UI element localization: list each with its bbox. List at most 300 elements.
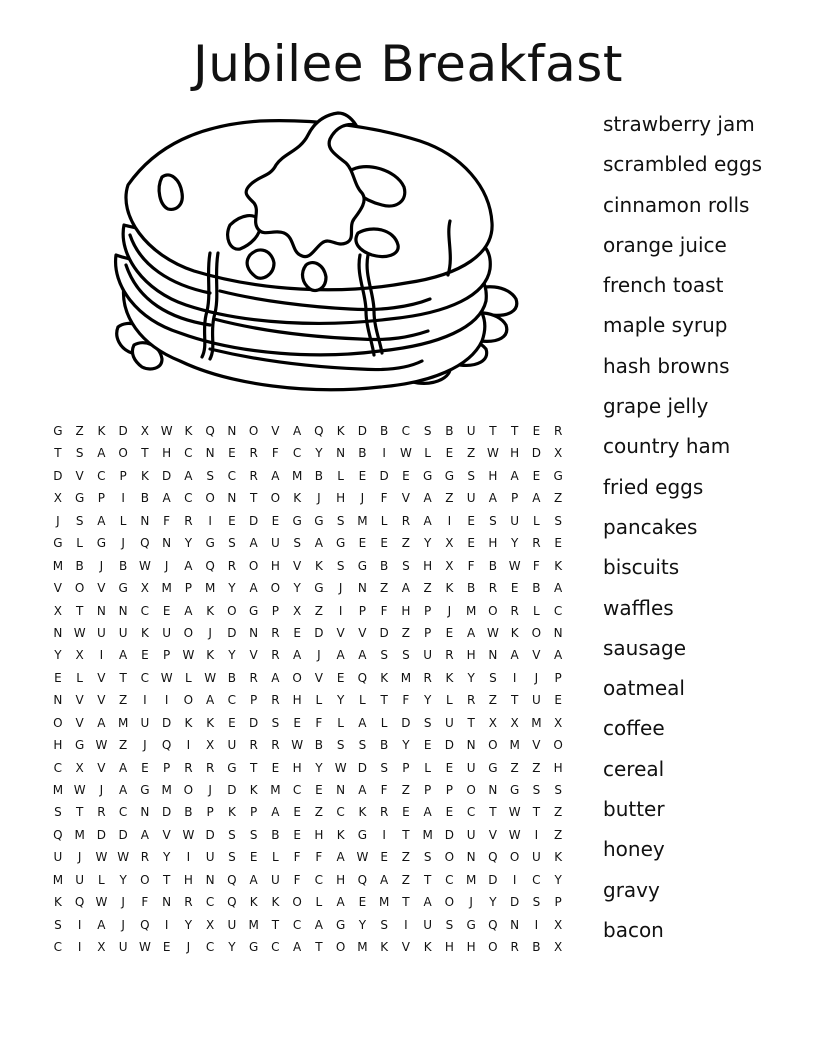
grid-letter: J: [208, 625, 212, 640]
grid-letter: P: [358, 603, 366, 618]
grid-letter: W: [486, 625, 499, 640]
grid-row: [47, 936, 569, 958]
word-list-item: hash browns: [603, 353, 730, 378]
grid-letter: U: [270, 536, 280, 551]
grid-letter: O: [140, 872, 150, 887]
grid-letter: G: [335, 536, 346, 551]
grid-letter: D: [118, 827, 128, 842]
grid-row: [47, 914, 569, 936]
grid-letter: E: [467, 536, 475, 551]
grid-letter: A: [510, 648, 519, 663]
grid-letter: V: [75, 468, 84, 483]
grid-letter: E: [445, 446, 454, 461]
grid-letter: E: [293, 805, 301, 820]
grid-letter: T: [75, 603, 84, 618]
grid-letter: K: [554, 850, 563, 865]
grid-letter: V: [401, 940, 410, 955]
grid-letter: S: [228, 536, 236, 551]
grid-letter: X: [554, 446, 563, 461]
grid-letter: D: [357, 424, 367, 438]
grid-letter: W: [486, 446, 499, 461]
grid-letter: P: [511, 491, 519, 506]
grid-letter: I: [164, 693, 169, 708]
grid-letter: D: [162, 715, 172, 730]
grid-letter: V: [314, 670, 323, 685]
grid-letter: I: [534, 827, 539, 842]
grid-letter: Y: [184, 917, 193, 932]
grid-letter: W: [508, 827, 521, 842]
grid-letter: H: [292, 693, 302, 708]
grid-letter: I: [512, 670, 517, 685]
grid-letter: U: [466, 760, 476, 775]
grid-letter: Z: [467, 446, 476, 461]
grid-letter: R: [423, 670, 432, 685]
grid-letter: H: [53, 738, 63, 753]
grid-letter: I: [447, 513, 452, 528]
grid-letter: T: [380, 693, 388, 708]
grid-letter: R: [140, 850, 150, 865]
grid-letter: Z: [401, 783, 410, 797]
word-list-item: butter: [603, 797, 665, 822]
grid-letter: G: [553, 468, 563, 483]
grid-letter: S: [532, 783, 541, 797]
grid-letter: M: [465, 603, 477, 618]
grid-letter: A: [184, 603, 193, 618]
grid-letter: H: [466, 940, 476, 955]
grid-letter: N: [249, 625, 259, 640]
grid-letter: K: [314, 558, 323, 573]
grid-letter: T: [532, 805, 541, 820]
grid-letter: C: [336, 805, 345, 820]
grid-letter: R: [249, 468, 258, 483]
grid-letter: P: [402, 760, 410, 775]
grid-letter: Q: [205, 558, 215, 573]
grid-letter: B: [140, 491, 149, 506]
grid-letter: G: [248, 940, 259, 955]
grid-letter: D: [96, 827, 106, 842]
grid-letter: R: [227, 558, 237, 573]
grid-row: [47, 801, 569, 823]
grid-letter: N: [53, 625, 63, 640]
grid-letter: L: [315, 895, 323, 910]
grid-letter: K: [184, 424, 193, 438]
grid-letter: H: [488, 536, 498, 551]
grid-letter: A: [97, 513, 106, 528]
grid-letter: P: [184, 581, 192, 596]
grid-letter: J: [121, 917, 125, 932]
grid-letter: P: [271, 603, 279, 618]
grid-letter: Q: [140, 536, 150, 551]
grid-row: [47, 644, 569, 666]
grid-letter: K: [510, 625, 519, 640]
grid-letter: R: [466, 693, 476, 708]
grid-letter: Q: [227, 895, 237, 910]
grid-letter: H: [183, 872, 193, 887]
grid-letter: J: [99, 783, 104, 797]
grid-letter: O: [270, 491, 281, 506]
grid-letter: Y: [162, 850, 171, 865]
grid-letter: Y: [467, 670, 475, 685]
grid-letter: T: [489, 424, 497, 438]
grid-letter: A: [97, 446, 106, 461]
grid-row: [47, 712, 569, 734]
grid-letter: L: [380, 715, 388, 730]
grid-letter: U: [270, 872, 280, 887]
word-list: [603, 110, 762, 956]
grid-letter: A: [162, 491, 171, 506]
grid-letter: W: [508, 558, 521, 573]
grid-letter: S: [532, 895, 541, 910]
grid-letter: U: [466, 424, 476, 438]
grid-letter: T: [54, 446, 62, 461]
grid-letter: K: [445, 581, 454, 596]
grid-letter: S: [554, 513, 562, 528]
grid-letter: T: [315, 940, 323, 955]
grid-letter: M: [52, 558, 64, 573]
grid-letter: V: [75, 693, 84, 708]
grid-letter: A: [423, 895, 432, 910]
grid-letter: M: [291, 468, 303, 483]
grid-letter: O: [509, 850, 520, 865]
grid-letter: C: [205, 895, 215, 910]
grid-letter: G: [466, 917, 476, 932]
grid-letter: M: [400, 670, 412, 685]
grid-letter: O: [466, 783, 476, 797]
grid-letter: T: [271, 917, 280, 932]
grid-letter: D: [249, 513, 259, 528]
grid-letter: M: [509, 738, 520, 753]
grid-letter: U: [227, 917, 237, 932]
grid-letter: C: [205, 940, 215, 955]
grid-letter: Y: [228, 940, 236, 955]
grid-letter: B: [227, 670, 236, 685]
grid-letter: X: [206, 738, 215, 753]
grid-letter: A: [249, 581, 258, 596]
grid-letter: Y: [510, 536, 519, 551]
grid-letter: N: [488, 648, 498, 663]
grid-letter: A: [184, 558, 193, 573]
grid-letter: S: [402, 648, 410, 663]
grid-letter: Q: [161, 738, 172, 753]
grid-letter: O: [444, 850, 455, 865]
grid-letter: W: [117, 850, 130, 865]
grid-letter: P: [163, 760, 171, 775]
grid-letter: V: [97, 693, 106, 708]
grid-letter: X: [140, 581, 149, 596]
grid-letter: H: [292, 760, 302, 775]
grid-row: [47, 622, 569, 644]
grid-letter: K: [423, 940, 432, 955]
grid-letter: X: [554, 917, 563, 932]
grid-letter: R: [271, 693, 280, 708]
grid-letter: M: [74, 827, 85, 842]
grid-letter: N: [53, 693, 63, 708]
grid-letter: K: [358, 805, 367, 820]
grid-letter: T: [489, 805, 497, 820]
grid-letter: G: [335, 917, 346, 932]
grid-letter: W: [95, 738, 108, 753]
grid-letter: J: [360, 491, 365, 506]
grid-letter: S: [358, 738, 367, 753]
grid-letter: N: [357, 581, 367, 596]
grid-letter: R: [532, 536, 541, 551]
grid-letter: C: [97, 468, 106, 483]
grid-letter: U: [444, 715, 454, 730]
grid-letter: S: [228, 827, 236, 842]
grid-letter: V: [75, 715, 84, 730]
grid-letter: S: [380, 648, 388, 663]
grid-letter: C: [401, 424, 411, 438]
grid-row: [47, 555, 569, 577]
grid-letter: R: [249, 446, 258, 461]
grid-letter: K: [184, 715, 193, 730]
grid-letter: S: [75, 446, 84, 461]
grid-letter: K: [293, 491, 302, 506]
grid-row: [47, 442, 569, 464]
grid-letter: R: [510, 603, 519, 618]
grid-letter: W: [204, 670, 217, 685]
grid-letter: Q: [357, 670, 368, 685]
grid-letter: W: [334, 760, 347, 775]
grid-row: [47, 577, 569, 599]
grid-letter: D: [53, 468, 63, 483]
grid-letter: W: [95, 895, 108, 910]
grid-letter: K: [445, 670, 454, 685]
word-list-item: biscuits: [603, 555, 680, 580]
grid-letter: Y: [315, 760, 323, 775]
grid-letter: Z: [401, 850, 410, 865]
grid-letter: A: [293, 940, 302, 955]
grid-row: [47, 734, 569, 756]
grid-letter: W: [291, 738, 304, 753]
grid-letter: J: [338, 581, 343, 596]
grid-letter: O: [74, 581, 85, 596]
grid-letter: V: [53, 581, 62, 596]
grid-letter: C: [184, 446, 193, 461]
grid-letter: D: [379, 625, 389, 640]
word-search-grid: [47, 420, 569, 959]
word-list-item: maple syrup: [603, 313, 728, 338]
grid-letter: P: [424, 625, 432, 640]
grid-letter: A: [271, 805, 280, 820]
grid-letter: G: [74, 738, 85, 753]
grid-letter: W: [138, 558, 151, 573]
grid-letter: D: [531, 446, 541, 461]
grid-letter: A: [119, 648, 128, 663]
grid-letter: S: [249, 827, 258, 842]
grid-letter: L: [76, 670, 83, 685]
grid-letter: R: [488, 581, 498, 596]
grid-letter: M: [117, 715, 129, 730]
grid-letter: J: [317, 491, 321, 506]
grid-letter: L: [359, 693, 366, 708]
grid-letter: Z: [423, 581, 432, 596]
grid-row: [47, 824, 569, 846]
grid-letter: K: [271, 895, 280, 910]
grid-letter: K: [380, 940, 389, 955]
grid-letter: W: [160, 670, 173, 685]
grid-letter: T: [249, 760, 258, 775]
grid-letter: M: [465, 872, 477, 887]
grid-letter: N: [205, 446, 215, 461]
grid-letter: C: [271, 940, 280, 955]
grid-letter: N: [466, 738, 476, 753]
grid-letter: Y: [358, 917, 367, 932]
grid-letter: Y: [228, 648, 236, 663]
grid-letter: A: [249, 872, 258, 887]
grid-letter: R: [271, 738, 280, 753]
grid-letter: S: [380, 917, 388, 932]
grid-letter: B: [445, 424, 454, 438]
grid-letter: X: [206, 917, 215, 932]
grid-letter: T: [162, 872, 171, 887]
grid-letter: Y: [423, 536, 432, 551]
grid-letter: E: [358, 536, 367, 551]
grid-letter: C: [53, 760, 63, 775]
grid-letter: B: [271, 827, 280, 842]
grid-letter: K: [336, 424, 345, 438]
grid-letter: V: [532, 738, 541, 753]
grid-letter: N: [162, 895, 172, 910]
grid-letter: F: [380, 783, 388, 797]
grid-letter: L: [272, 850, 279, 865]
grid-letter: U: [423, 648, 433, 663]
grid-letter: P: [554, 895, 562, 910]
grid-letter: S: [54, 805, 62, 820]
grid-letter: R: [205, 760, 215, 775]
grid-letter: A: [488, 491, 497, 506]
grid-letter: G: [96, 536, 107, 551]
grid-letter: L: [76, 536, 83, 551]
grid-letter: A: [336, 648, 345, 663]
grid-letter: X: [97, 940, 106, 955]
grid-letter: E: [358, 895, 367, 910]
grid-letter: O: [183, 783, 194, 797]
grid-letter: X: [554, 715, 563, 730]
grid-letter: U: [227, 738, 237, 753]
grid-letter: T: [75, 805, 84, 820]
grid-letter: O: [488, 738, 498, 753]
grid-letter: Y: [315, 446, 323, 461]
grid-letter: C: [118, 805, 128, 820]
grid-letter: J: [99, 558, 104, 573]
grid-row: [47, 869, 569, 891]
grid-letter: S: [75, 513, 84, 528]
grid-letter: B: [380, 558, 389, 573]
grid-letter: M: [270, 783, 281, 797]
grid-letter: T: [467, 715, 475, 730]
grid-letter: W: [508, 805, 521, 820]
grid-letter: S: [206, 468, 214, 483]
grid-letter: L: [424, 446, 431, 461]
grid-letter: A: [554, 648, 563, 663]
grid-letter: W: [356, 850, 369, 865]
grid-letter: Q: [227, 872, 237, 887]
grid-letter: M: [204, 581, 216, 596]
grid-letter: E: [293, 715, 301, 730]
grid-letter: H: [553, 760, 563, 775]
word-list-item: grape jelly: [603, 394, 709, 419]
grid-letter: D: [227, 625, 237, 640]
word-list-item: fried eggs: [603, 474, 704, 499]
grid-letter: X: [488, 715, 497, 730]
grid-letter: N: [553, 625, 563, 640]
grid-letter: P: [97, 491, 105, 506]
grid-letter: V: [532, 648, 541, 663]
grid-letter: I: [77, 940, 82, 955]
grid-letter: W: [73, 783, 86, 797]
grid-letter: K: [206, 603, 215, 618]
grid-letter: A: [119, 783, 128, 797]
grid-letter: G: [509, 783, 520, 797]
grid-letter: L: [337, 468, 344, 483]
word-list-item: pancakes: [603, 514, 698, 539]
grid-row: [47, 846, 569, 868]
grid-letter: Q: [74, 895, 85, 910]
grid-letter: A: [249, 536, 258, 551]
grid-letter: Z: [119, 693, 128, 708]
grid-letter: F: [315, 850, 323, 865]
grid-letter: Z: [401, 625, 410, 640]
grid-letter: N: [140, 513, 150, 528]
grid-letter: B: [358, 446, 367, 461]
grid-letter: B: [488, 558, 497, 573]
grid-letter: C: [532, 872, 541, 887]
grid-letter: E: [467, 513, 475, 528]
grid-letter: E: [141, 760, 149, 775]
grid-letter: G: [227, 760, 237, 775]
grid-letter: U: [466, 827, 476, 842]
grid-letter: N: [336, 446, 346, 461]
grid-letter: K: [249, 783, 258, 797]
grid-letter: D: [249, 715, 259, 730]
grid-letter: X: [445, 536, 454, 551]
grid-letter: E: [554, 536, 562, 551]
grid-letter: A: [293, 424, 302, 438]
grid-letter: N: [140, 805, 150, 820]
grid-letter: E: [271, 513, 280, 528]
grid-letter: Q: [140, 917, 150, 932]
grid-letter: R: [445, 648, 454, 663]
grid-letter: C: [445, 872, 454, 887]
grid-row: [47, 465, 569, 487]
grid-letter: K: [380, 670, 389, 685]
grid-letter: Y: [554, 872, 562, 887]
grid-letter: E: [228, 715, 236, 730]
grid-letter: E: [532, 468, 541, 483]
grid-letter: O: [183, 625, 194, 640]
grid-letter: S: [423, 424, 432, 438]
grid-letter: S: [228, 850, 236, 865]
grid-letter: S: [445, 917, 454, 932]
grid-letter: C: [553, 603, 563, 618]
grid-letter: Z: [532, 760, 541, 775]
grid-letter: I: [121, 491, 125, 506]
grid-letter: T: [423, 872, 432, 887]
grid-letter: N: [510, 917, 520, 932]
grid-letter: G: [357, 827, 368, 842]
grid-letter: T: [510, 693, 519, 708]
grid-letter: U: [53, 850, 63, 865]
grid-letter: J: [186, 940, 191, 955]
grid-letter: O: [248, 424, 259, 438]
grid-letter: E: [293, 625, 301, 640]
grid-letter: H: [336, 872, 346, 887]
grid-letter: E: [402, 805, 410, 820]
grid-letter: E: [228, 446, 236, 461]
grid-letter: N: [162, 536, 172, 551]
grid-letter: C: [314, 872, 324, 887]
